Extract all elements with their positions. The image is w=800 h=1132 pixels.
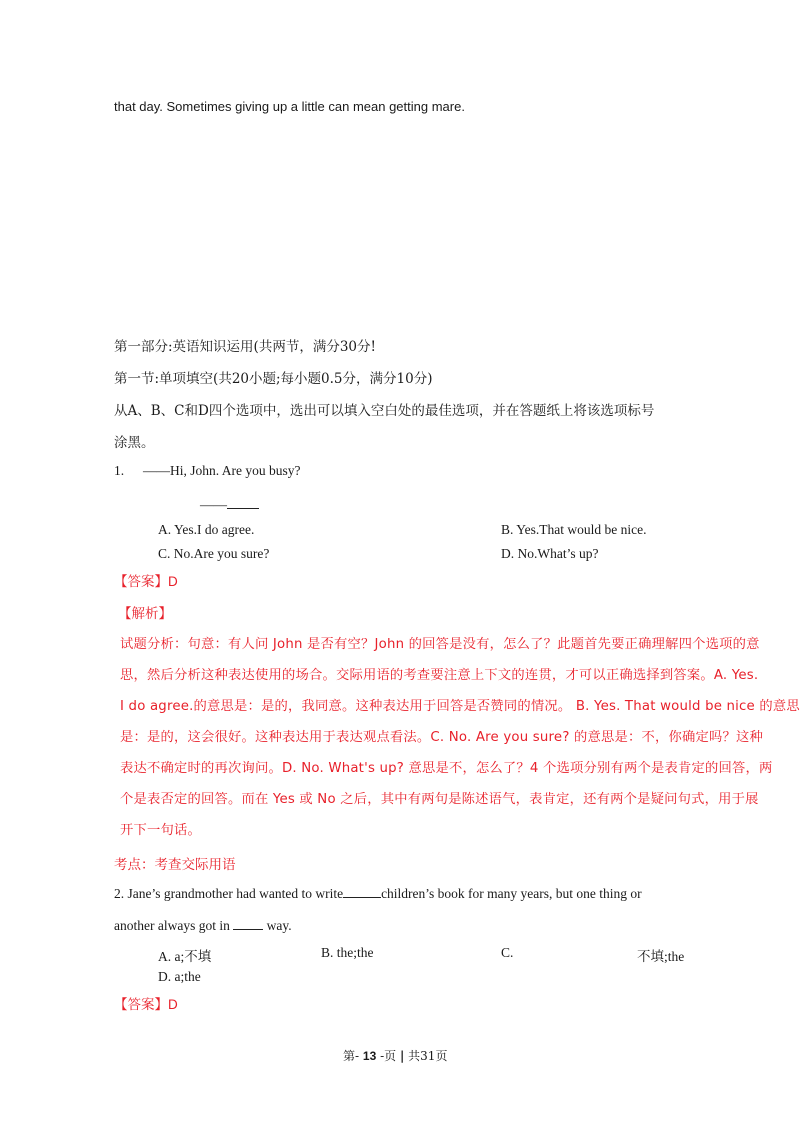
q2-line-1a: 2. Jane’s grandmother had wanted to write (114, 886, 344, 901)
q1-blank (227, 496, 259, 509)
subsection-title: 第一节:单项填空(共20小题;每小题0.5分，满分10分) (114, 371, 433, 387)
instruction-line-2: 涂黑。 (114, 435, 155, 451)
q2-line-1 (114, 885, 642, 902)
page-footer (343, 1047, 447, 1064)
part-title: 第一部分:英语知识运用(共两节，满分30分! (114, 339, 376, 355)
q1-analysis (120, 629, 800, 846)
footer-separator: | (399, 1049, 405, 1063)
footer-middle: -页 (380, 1049, 397, 1063)
q2-answer-label: 【答案】 (114, 997, 168, 1013)
q2-line-1b: children’s book for many years, but one thing or (381, 886, 642, 901)
q2-answer-value: D (168, 997, 178, 1012)
analysis-line: I do agree.的意思是：是的，我同意。这种表达用于回答是否赞同的情况。 B. Yes. That would be nice 的意思 (120, 699, 800, 714)
q1-option-d: D. No.What’s up? (501, 546, 599, 561)
q2-blank-2 (233, 917, 263, 930)
q1-reply-dash: —— (200, 497, 227, 512)
analysis-line: 是：是的，这会很好。这种表达用于表达观点看法。C. No. Are you sure? 的意思是：不，你确定吗？这种 (120, 730, 763, 745)
analysis-line: 表达不确定时的再次询问。D. No. What's up? 意思是不，怎么了？4 个选项分别有两个是表肯定的回答，两 (120, 761, 773, 776)
q1-answer (114, 570, 178, 590)
q2-blank-1 (343, 885, 381, 898)
instruction-line-1: 从A、B、C和D四个选项中，选出可以填入空白处的最佳选项，并在答题纸上将该选项标号 (114, 403, 655, 419)
analysis-line: 个是表否定的回答。而在 Yes 或 No 之后，其中有两句是陈述语气，表肯定，还有两个是疑问句式，用于展 (120, 792, 759, 807)
q2-line-2b: way. (266, 918, 292, 933)
q2-line-2a: another always got in (114, 918, 230, 933)
analysis-line: 思，然后分析这种表达使用的场合。交际用语的考查要注意上下文的连贯，才可以正确选择到答案。A. Yes. (120, 668, 759, 683)
q1-answer-label: 【答案】 (114, 574, 168, 590)
footer-page-number: 13 (362, 1049, 377, 1063)
q1-analysis-label: 【解析】 (118, 606, 172, 622)
q1-prompt: ——Hi, John. Are you busy? (143, 463, 301, 478)
q1-number: 1. (114, 463, 125, 478)
q2-option-c-value: 不填;the (637, 949, 685, 964)
footer-prefix: 第- (343, 1049, 360, 1063)
q1-answer-value: D (168, 574, 178, 589)
top-line: that day. Sometimes giving up a little can mean getting mare. (114, 99, 465, 114)
q2-option-b: B. the;the (321, 945, 374, 960)
q1-option-a: A. Yes.I do agree. (158, 522, 255, 537)
q2-option-d: D. a;the (158, 969, 201, 984)
footer-total: 共31页 (408, 1049, 448, 1063)
q1-option-b: B. Yes.That would be nice. (501, 522, 647, 537)
q2-line-2 (114, 917, 292, 934)
q1-kaodian: 考点：考查交际用语 (114, 857, 236, 873)
analysis-line: 开下一句话。 (120, 823, 201, 838)
analysis-line: 试题分析：句意：有人问 John 是否有空？John 的回答是没有，怎么了？此题首先要正确理解四个选项的意 (120, 637, 760, 652)
q2-option-c: C. (501, 945, 514, 960)
q1-reply (200, 496, 259, 513)
q2-option-a: A. a;不填 (158, 949, 212, 964)
q2-answer (114, 993, 178, 1013)
q1-option-c: C. No.Are you sure? (158, 546, 270, 561)
